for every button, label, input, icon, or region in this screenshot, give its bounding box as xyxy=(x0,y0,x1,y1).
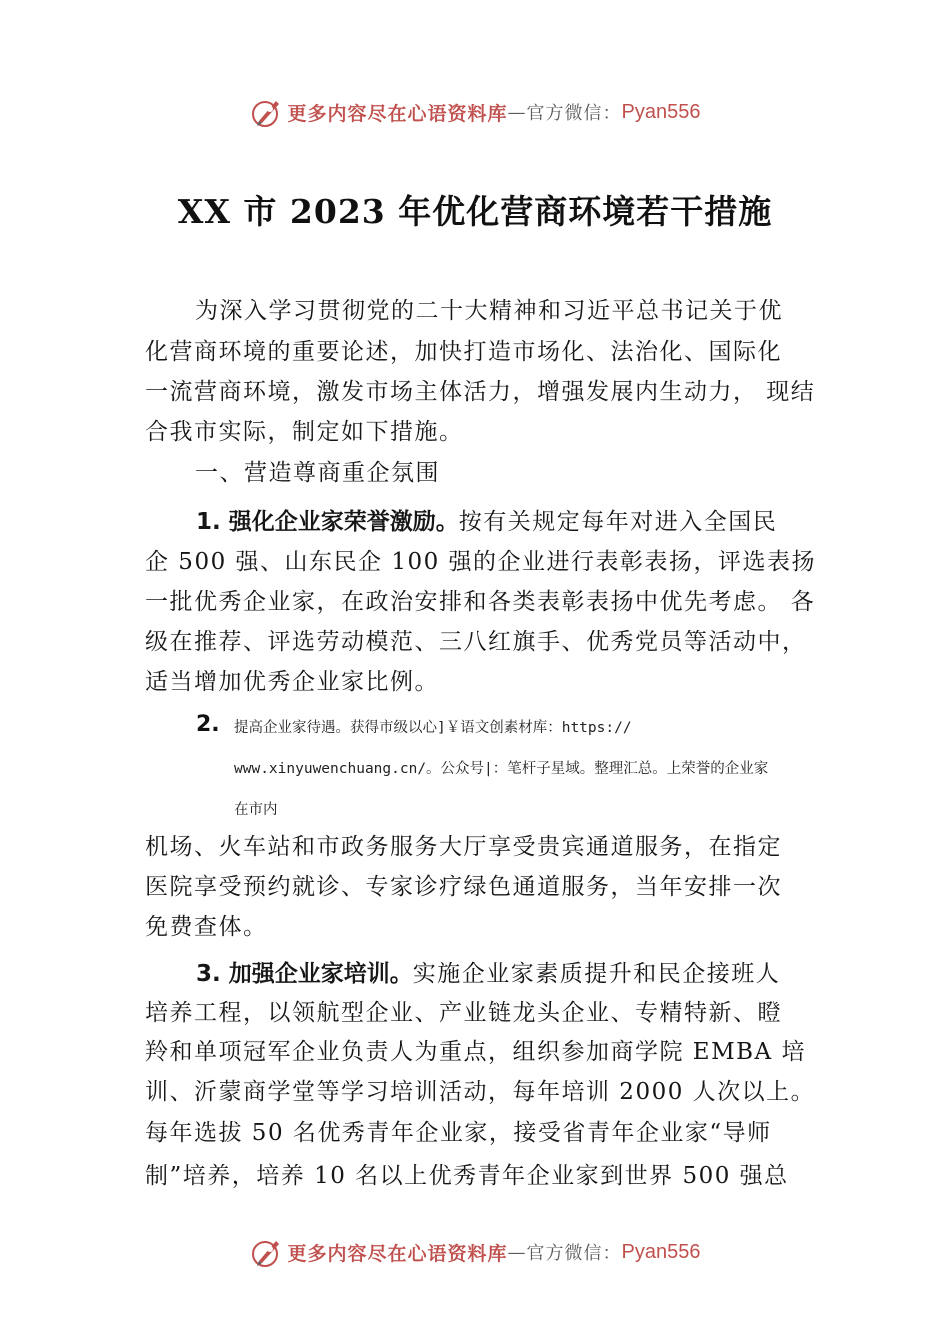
pen-logo-icon xyxy=(250,1235,284,1269)
item-3-line1-rest: 实施企业家素质提升和民企接班人 xyxy=(412,961,781,987)
watermark-dash: — xyxy=(507,101,527,123)
item-3-line-3: 羚和单项冠军企业负责人为重点，组织参加商学院 EMBA 培 xyxy=(145,1039,806,1065)
item-3-lead: 3. 加强企业家培训。 xyxy=(196,961,413,987)
item-1-first-line xyxy=(196,503,777,536)
intro-line-2: 化营商环境的重要论述，加快打造市场化、法治化、国际化 xyxy=(145,339,782,365)
item-2-line-3: 免费查体。 xyxy=(145,914,268,940)
watermark-brand: 更多内容尽在心语资料库 xyxy=(287,102,508,125)
watermark-wechat-id: Pyan556 xyxy=(621,100,701,123)
item-1-line-5: 适当增加优秀企业家比例。 xyxy=(145,669,439,695)
item-3-line-5: 每年选拔 50 名优秀青年企业家，接受省青年企业家“导师 xyxy=(145,1120,772,1146)
item-2-small-line-3: 在市内 xyxy=(234,802,278,818)
watermark-banner-bottom xyxy=(0,1232,950,1272)
intro-line-1: 为深入学习贯彻党的二十大精神和习近平总书记关于优 xyxy=(195,298,783,324)
intro-line-3: 一流营商环境，激发市场主体活力，增强发展内生动力， 现结 xyxy=(145,379,816,405)
item-3-line-4: 训、沂蒙商学堂等学习培训活动，每年培训 2000 人次以上。 xyxy=(145,1079,816,1105)
item-2-small-line-2: www.xinyuwenchuang.cn/。公众号|：笔杆子星域。整理汇总。上荣誉的企业家 xyxy=(234,761,769,777)
item-1-line-3: 一批优秀企业家，在政治安排和各类表彰表扬中优先考虑。 各 xyxy=(145,589,816,615)
intro-line-4: 合我市实际，制定如下措施。 xyxy=(145,419,464,445)
item-2-small-line-1: 提高企业家待遇。获得市级以心]￥语文创素材库：https:// xyxy=(234,720,632,736)
section-heading-1: 一、营造尊商重企氛围 xyxy=(195,460,440,486)
item-1-lead: 1. 强化企业家荣誉激励。 xyxy=(196,509,459,535)
watermark-wechat-id: Pyan556 xyxy=(621,1240,701,1263)
document-title: XX 市 2023 年优化营商环境若干措施 xyxy=(177,192,773,231)
item-1-line-4: 级在推荐、评选劳动模范、三八红旗手、优秀党员等活动中， xyxy=(145,629,807,655)
watermark-wechat-label: 官方微信： xyxy=(526,1243,622,1264)
watermark-wechat-label: 官方微信： xyxy=(526,103,622,124)
item-1-line-2: 企 500 强、山东民企 100 强的企业进行表彰表扬，评选表扬 xyxy=(145,549,817,575)
item-2-line-1: 机场、火车站和市政务服务大厅享受贵宾通道服务，在指定 xyxy=(145,834,782,860)
item-3-line-6: 制”培养，培养 10 名以上优秀青年企业家到世界 500 强总 xyxy=(145,1163,789,1189)
item-3-first-line xyxy=(196,955,780,988)
watermark-dash: — xyxy=(507,1241,527,1263)
item-1-line1-rest: 按有关规定每年对进入全国民 xyxy=(458,509,778,535)
item-2-number: 2. xyxy=(196,712,220,737)
watermark-brand: 更多内容尽在心语资料库 xyxy=(287,1242,508,1265)
item-3-line-2: 培养工程，以领航型企业、产业链龙头企业、专精特新、瞪 xyxy=(145,1000,782,1026)
pen-logo-icon xyxy=(250,95,284,129)
item-2-line-2: 医院享受预约就诊、专家诊疗绿色通道服务，当年安排一次 xyxy=(145,874,782,900)
watermark-banner-top xyxy=(0,92,950,132)
